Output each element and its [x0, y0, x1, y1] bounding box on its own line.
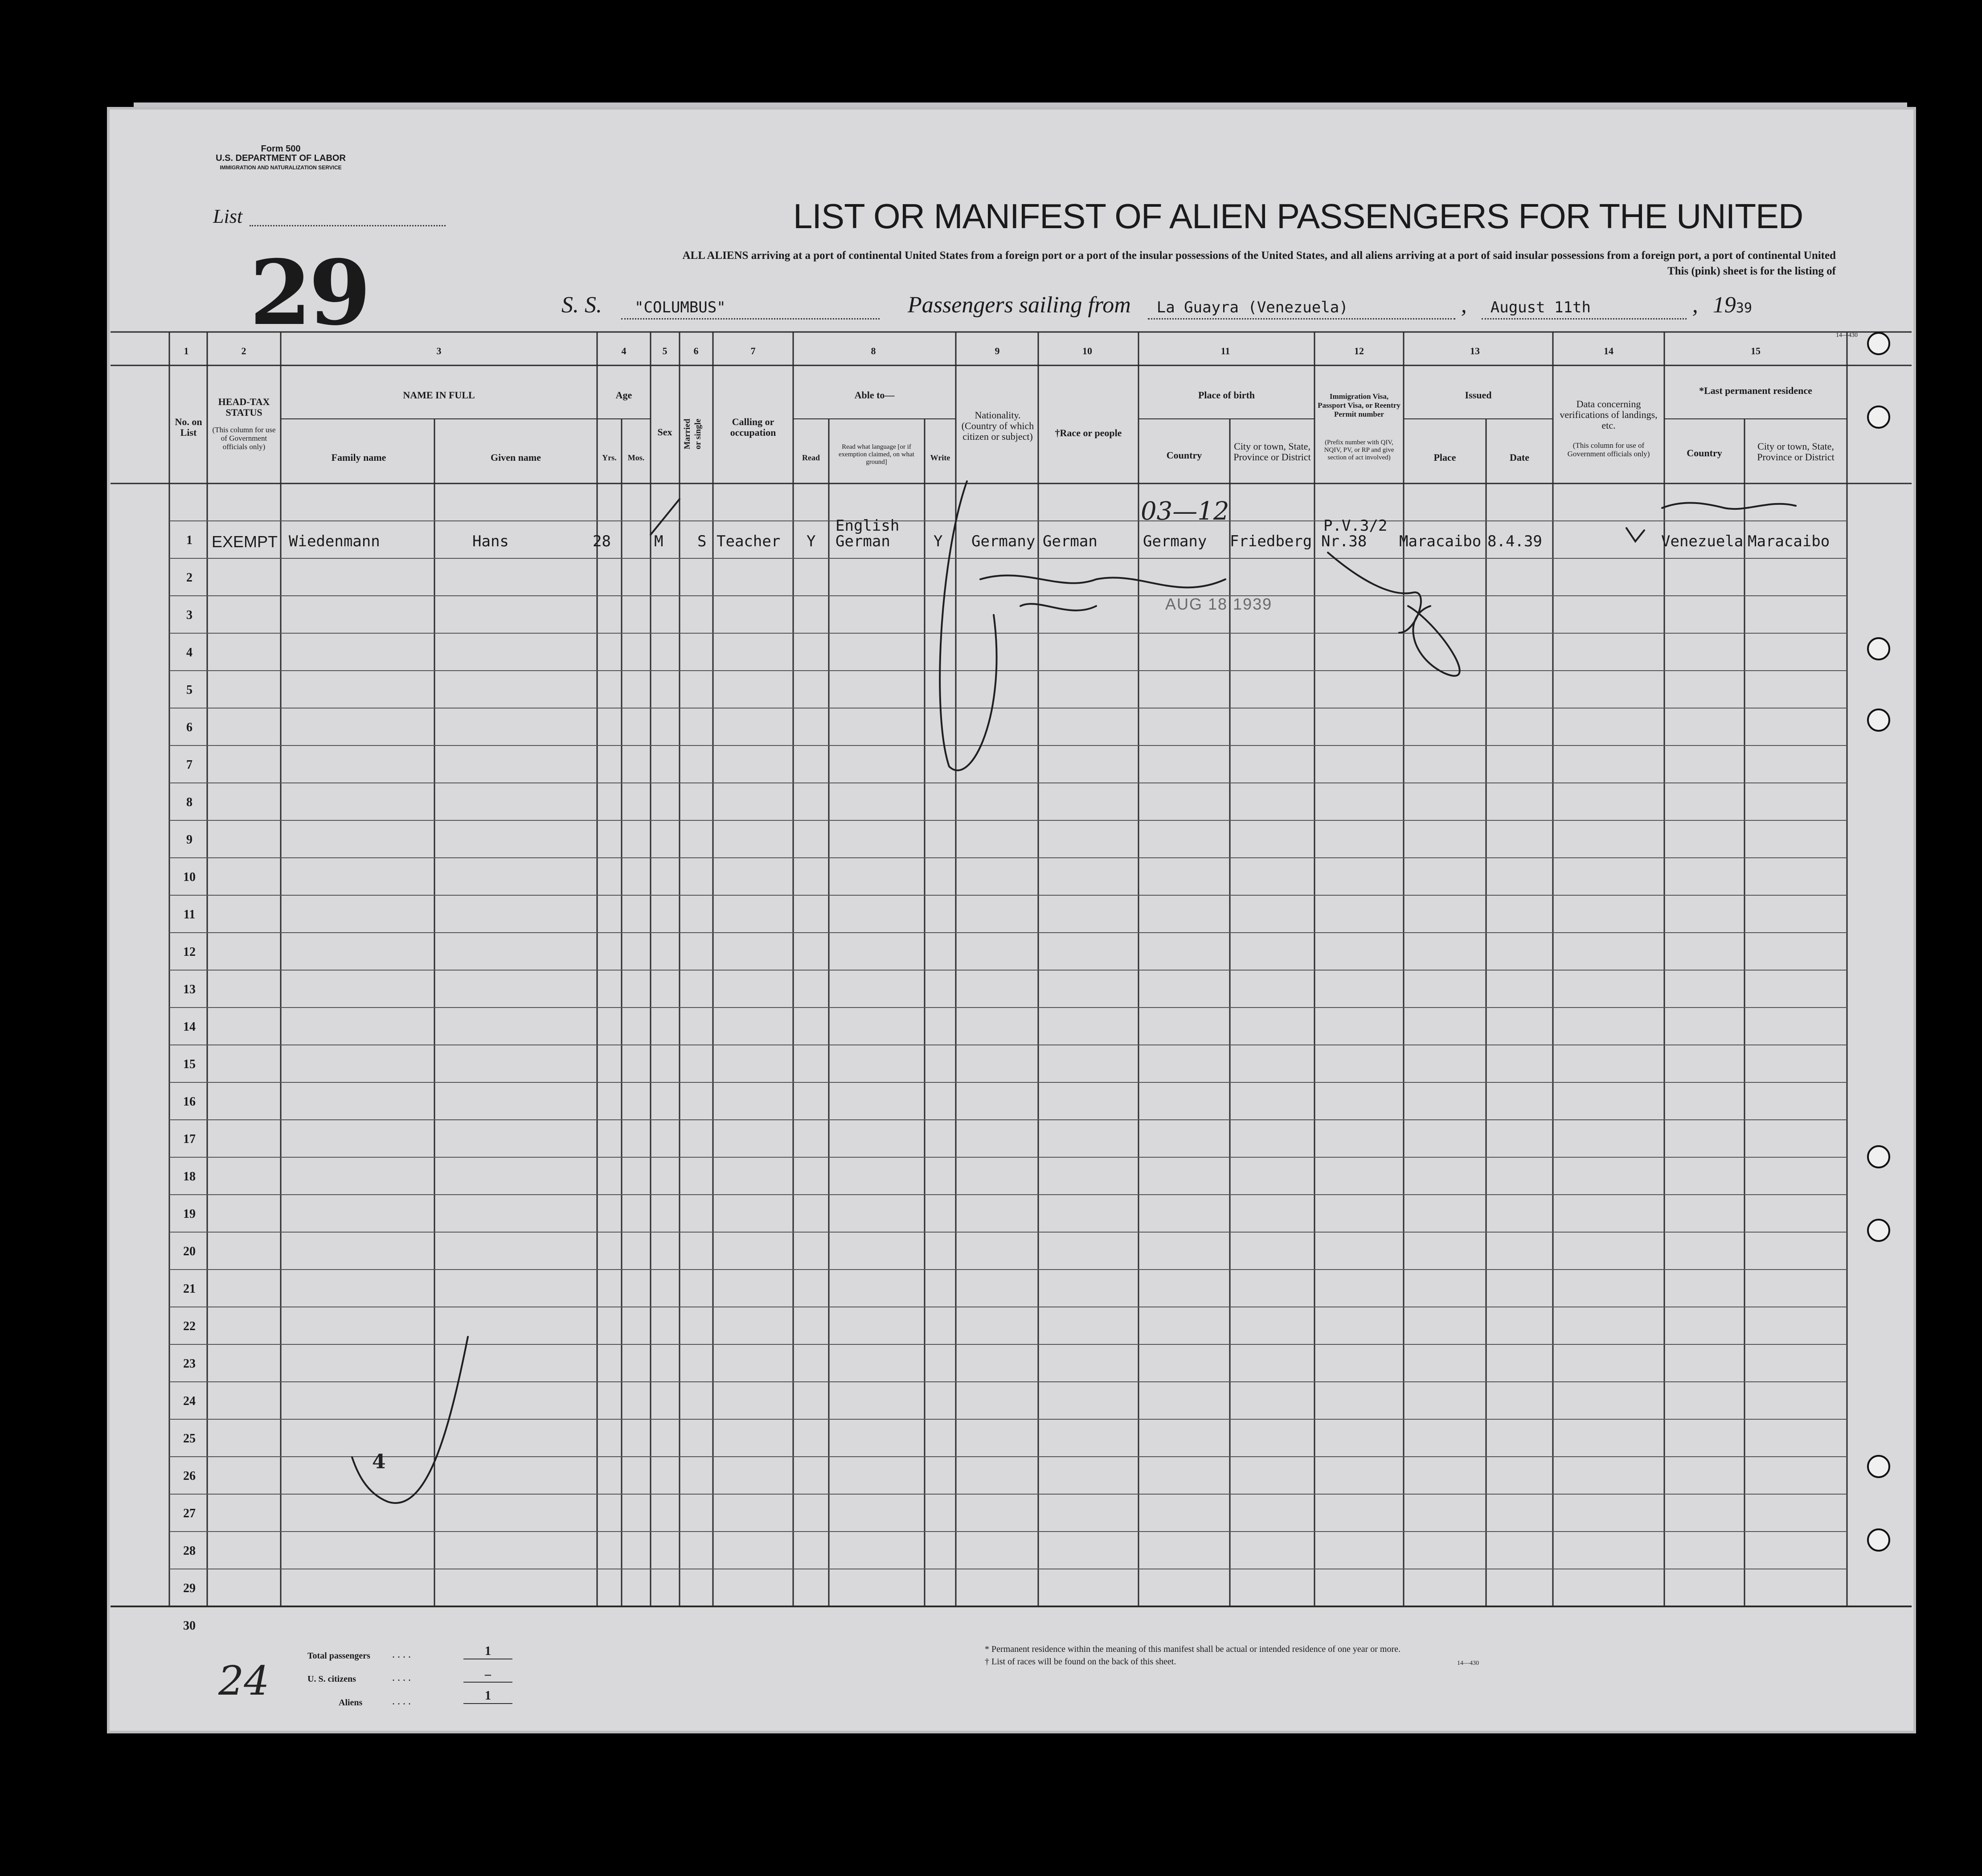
form-number: Form 500: [261, 144, 301, 154]
cell-issued-place: Maracaibo: [1399, 532, 1482, 550]
header-name-in-full: NAME IN FULL: [403, 389, 475, 401]
row-number: 17: [183, 1132, 196, 1146]
margin-number: 4: [372, 1450, 386, 1473]
col-num-8: 8: [871, 345, 876, 356]
col-num-10: 10: [1082, 345, 1092, 356]
header-family-name: Family name: [331, 452, 386, 463]
header-occupation: Calling or occupation: [730, 416, 776, 438]
ship-label: S. S.: [561, 292, 602, 318]
col-num-3: 3: [436, 345, 442, 356]
col-num-4: 4: [621, 345, 627, 356]
header-last-residence: *Last permanent residence: [1699, 385, 1812, 396]
header-nationality: Nationality. (Country of which citizen or subject): [961, 410, 1034, 442]
cell-write: Y: [934, 532, 943, 550]
residence-note: [1662, 503, 1796, 509]
row-number: 12: [183, 945, 196, 959]
header-place-of-birth: Place of birth: [1198, 389, 1255, 401]
header-visa-note: (Prefix number with QIV, NQIV, PV, or RP and give section of act involved): [1324, 439, 1394, 461]
header-married-single: Married or single: [683, 418, 703, 450]
cell-marital: S: [697, 532, 707, 550]
footnote-races: † List of races will be found on the back of this sheet.: [985, 1657, 1176, 1667]
header-issued-place: Place: [1433, 452, 1456, 463]
binder-hole-1: [1867, 332, 1890, 355]
header-birth-city: City or town, State, Province or District: [1233, 441, 1311, 463]
header-birth-country: Country: [1166, 450, 1202, 461]
row-number: 21: [183, 1282, 196, 1296]
col-num-6: 6: [693, 345, 699, 356]
page-title: LIST OR MANIFEST OF ALIEN PASSENGERS FOR THE UNITED: [793, 197, 1803, 236]
cell-race: German: [1043, 532, 1097, 550]
cell-age-years: 28: [593, 532, 611, 550]
header-head-tax-note: (This column for use of Government officials only): [212, 426, 276, 451]
footnote-residence: * Permanent residence within the meaning of this manifest shall be actual or intended residence of one year or more.: [985, 1644, 1401, 1654]
year-suffix: 39: [1736, 300, 1752, 316]
row-number: 24: [183, 1394, 196, 1408]
header-issued: Issued: [1465, 389, 1492, 401]
row-number: 29: [183, 1581, 196, 1595]
total-passengers-value: 1: [463, 1644, 512, 1659]
service-name: IMMIGRATION AND NATURALIZATION SERVICE: [220, 164, 342, 171]
cell-residence-country: Venezuela: [1661, 532, 1744, 550]
subtitle-line-1: ALL ALIENS arriving at a port of continental United States from a foreign port or a port of the insular possessions of the United States, and all aliens arriving at a port of said insular possessions from a foreign port, a port of continental United: [682, 250, 1836, 262]
binder-hole-3: [1867, 637, 1890, 660]
voyage-line: S. S. "COLUMBUS" Passengers sailing from La Guayra (Venezuela) , August 11th , 1939: [561, 292, 1752, 319]
inspector-signature-loop: [940, 481, 996, 770]
col-num-13: 13: [1470, 345, 1480, 356]
cell-nationality: Germany: [971, 532, 1036, 550]
total-passengers-label: Total passengers: [307, 1651, 370, 1661]
row-number: 5: [186, 683, 192, 697]
header-read-language: Read what language [or if exemption claimed, on what ground]: [839, 443, 914, 466]
cell-language-2: German: [835, 532, 890, 550]
row-number: 1: [186, 533, 192, 547]
cell-given-name: Hans: [472, 532, 509, 550]
binder-hole-8: [1867, 1528, 1890, 1552]
handwritten-birth-note: 03—12: [1141, 497, 1229, 526]
landing-check: [1626, 528, 1644, 541]
visa-mark: [1328, 553, 1421, 633]
row-number: 9: [186, 833, 192, 847]
cell-language-1: English: [835, 517, 900, 535]
row-number: 25: [183, 1432, 196, 1446]
row-number: 13: [183, 983, 196, 996]
margin-check: [352, 1337, 468, 1503]
row-number: 18: [183, 1170, 196, 1184]
row-number: 8: [186, 795, 192, 809]
col-num-12: 12: [1354, 345, 1364, 356]
header-sex: Sex: [657, 426, 672, 438]
row-number: 3: [186, 608, 192, 622]
row-number: 27: [183, 1507, 196, 1520]
row-number: 23: [183, 1357, 196, 1371]
col-num-7: 7: [750, 345, 756, 356]
corner-code: 14—430: [1836, 332, 1858, 339]
row-number: 20: [183, 1245, 196, 1258]
header-residence-city: City or town, State, Province or District: [1757, 441, 1835, 463]
row-number: 2: [186, 571, 192, 585]
header-age: Age: [615, 389, 632, 401]
col-num-9: 9: [995, 345, 1000, 356]
row-number: 7: [186, 758, 192, 772]
ship-name: "COLUMBUS": [635, 299, 726, 316]
sailing-date: August 11th: [1490, 299, 1591, 316]
aliens-value: 1: [463, 1689, 512, 1704]
binder-hole-5: [1867, 1145, 1890, 1168]
inspector-signature: [980, 575, 1225, 587]
binder-hole-6: [1867, 1219, 1890, 1242]
row-number: 6: [186, 721, 192, 734]
row-number: 11: [183, 908, 196, 922]
check-mark-stroke: [651, 499, 680, 535]
col-num-14: 14: [1604, 345, 1613, 356]
row-number: 14: [183, 1020, 196, 1034]
margin-tally: 24: [218, 1658, 270, 1704]
header-given-name: Given name: [490, 452, 541, 463]
us-citizens-label: U. S. citizens: [307, 1674, 356, 1684]
list-label: List: [213, 205, 243, 227]
row-number: 10: [183, 870, 196, 884]
footnote-code: 14—430: [1457, 1660, 1479, 1667]
header-issued-date: Date: [1510, 452, 1529, 463]
header-age-years: Yrs.: [602, 453, 617, 462]
header-residence-country: Country: [1687, 447, 1722, 459]
us-citizens-value: –: [463, 1667, 512, 1683]
row-number: 4: [186, 646, 192, 659]
header-visa: Immigration Visa, Passport Visa, or Reentry Permit number: [1318, 392, 1401, 418]
year-prefix: 19: [1712, 292, 1736, 318]
department-name: U.S. DEPARTMENT OF LABOR: [216, 153, 346, 163]
row-number: 22: [183, 1319, 196, 1333]
row-number: 30: [183, 1619, 196, 1633]
cell-family-name: Wiedenmann: [289, 532, 380, 550]
binder-hole-7: [1867, 1455, 1890, 1478]
header-able-to: Able to—: [854, 389, 895, 401]
col-num-15: 15: [1751, 345, 1761, 356]
cell-visa-line-1: P.V.3/2: [1323, 517, 1388, 535]
col-num-5: 5: [662, 345, 667, 356]
header-data-landings: Data concerning verifications of landings, etc.: [1560, 398, 1658, 431]
row-number: 28: [183, 1544, 196, 1558]
cell-issued-date: 8.4.39: [1487, 532, 1542, 550]
header-data-landings-note: (This column for use of Government officials only): [1567, 441, 1650, 458]
arrival-date-stamp: AUG 18 1939: [1165, 595, 1273, 613]
departure-port: La Guayra (Venezuela): [1156, 299, 1348, 316]
inspector-initials: [1020, 604, 1096, 610]
header-age-months: Mos.: [627, 453, 645, 462]
cell-occupation: Teacher: [717, 532, 781, 550]
col-num-2: 2: [241, 345, 246, 356]
aliens-label: Aliens: [339, 1698, 363, 1708]
row-number: 16: [183, 1095, 196, 1109]
list-number: 29: [250, 241, 369, 345]
binder-hole-4: [1867, 709, 1890, 732]
cell-sex: M: [654, 532, 663, 550]
cell-birth-country: Germany: [1143, 532, 1207, 550]
row-number: 26: [183, 1469, 196, 1483]
sailing-label: Passengers sailing from: [908, 292, 1131, 318]
header-read: Read: [802, 453, 820, 462]
row-number: 15: [183, 1057, 196, 1071]
binder-hole-2: [1867, 406, 1890, 429]
cell-residence-city: Maracaibo: [1748, 532, 1830, 550]
header-head-tax: HEAD-TAX STATUS: [218, 396, 270, 418]
cell-birth-city: Friedberg: [1230, 532, 1312, 550]
cell-head-tax: EXEMPT: [212, 532, 278, 551]
visa-loop: [1408, 606, 1460, 676]
header-race: †Race or people: [1055, 427, 1122, 438]
header-no-on-list: No. on List: [175, 416, 202, 438]
row-number: 19: [183, 1207, 196, 1221]
header-write: Write: [930, 453, 950, 462]
cell-visa-line-2: Nr.38: [1321, 532, 1367, 550]
col-num-1: 1: [184, 345, 189, 356]
subtitle-line-2: This (pink) sheet is for the listing of: [1667, 265, 1836, 277]
cell-read: Y: [807, 532, 816, 550]
col-num-11: 11: [1220, 345, 1230, 356]
